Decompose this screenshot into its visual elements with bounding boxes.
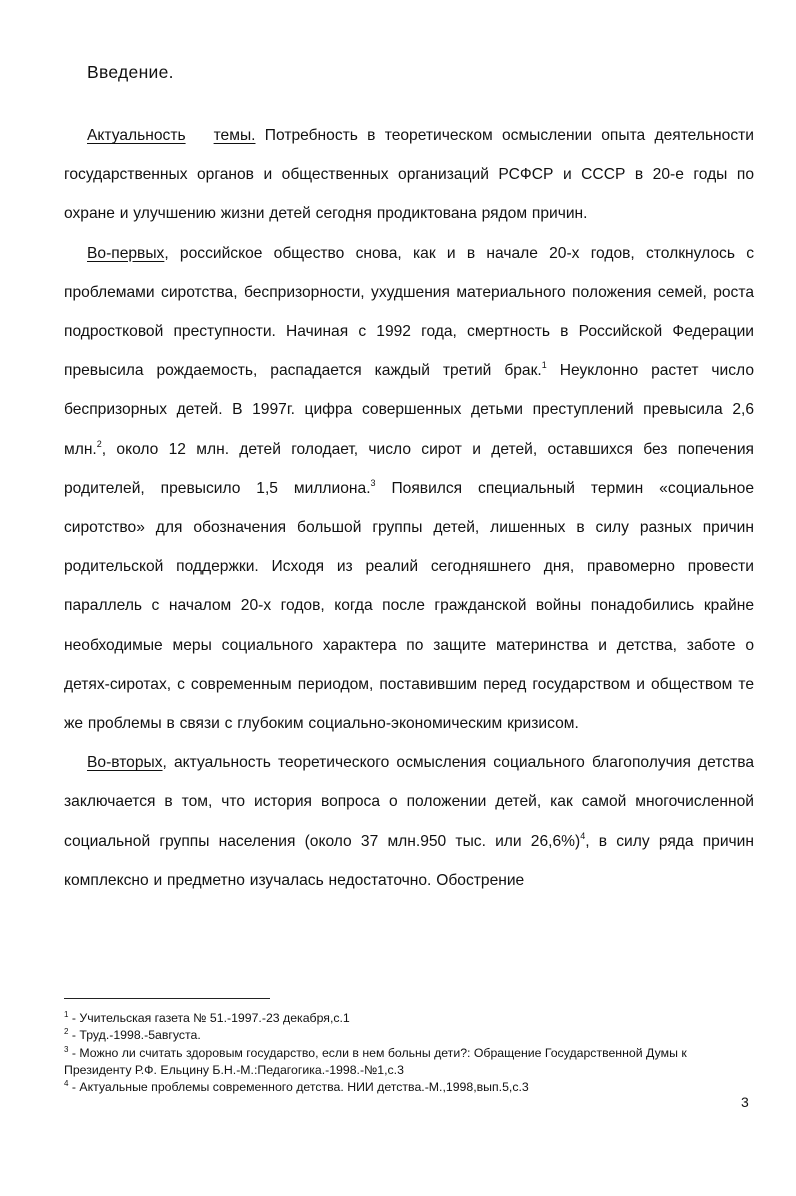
section-heading: Введение. bbox=[87, 62, 174, 82]
footnote-ref: 3 bbox=[370, 477, 376, 488]
paragraph-text: Потребность в теоретическом осмыслении опыта деятельности государственных органов и общественных организаций РСФСР и СССР в 20-е годы по охране и улучшению жизни детей сегодня продиктована рядом причин. bbox=[64, 127, 754, 223]
footnote bbox=[64, 1045, 754, 1080]
paragraph-text: , в силу ряда причин комплексно и предметно изучалась недостаточно. Обострение bbox=[64, 832, 754, 889]
paragraph-secondly bbox=[64, 743, 754, 900]
paragraph-text: Неуклонно растет число беспризорных детей. В 1997г. цифра совершенных детьми преступлений превысила 2,6 млн. bbox=[64, 362, 754, 458]
body-text bbox=[64, 116, 754, 900]
footnote bbox=[64, 1027, 754, 1044]
paragraph-lead: Во-первых bbox=[87, 244, 165, 262]
relevance-label-word1: Актуальность bbox=[87, 127, 186, 144]
footnote-text: - Учительская газета № 51.-1997.-23 декабря,с.1 bbox=[68, 1011, 350, 1025]
relevance-label-word2: темы. bbox=[213, 127, 256, 144]
paragraph-text: Появился специальный термин «социальное сиротство» для обозначения большой группы детей, лишенных в силу разных причин родительской поддержки. Исходя из реалий сегодняшнего дня, правомерно провести параллель с началом 20-х годов, когда после гражданской войны понадобились крайне необходимые меры социального характера по защите материнства и детства, заботе о детях-сиротах, с современным периодом, поставившим перед государством и обществом те же проблемы в связи с глубоким социально-экономическим кризисом. bbox=[64, 479, 754, 733]
footnote-text: - Труд.-1998.-5августа. bbox=[68, 1028, 201, 1043]
footnote-text: - Можно ли считать здоровым государство, если в нем больны дети?: Обращение Государственной Думы к Президенту Р.Ф. Ельцину Б.Н.-М.:Педагогика.-1998.-№1,с.3 bbox=[64, 1045, 687, 1077]
footnote-number: 4 bbox=[64, 1079, 69, 1089]
footnote-divider bbox=[64, 998, 270, 999]
paragraph-text: , около 12 млн. детей голодает, число сирот и детей, оставшихся без попечения родителей, превысило 1,5 миллиона. bbox=[64, 440, 754, 497]
footnote-number: 3 bbox=[64, 1044, 69, 1054]
footnote-number: 2 bbox=[64, 1027, 69, 1037]
paragraph-relevance bbox=[64, 116, 754, 234]
footnote-ref: 1 bbox=[541, 360, 547, 371]
footnote-ref: 2 bbox=[96, 438, 102, 449]
footnote-text: - Актуальные проблемы современного детства. НИИ детства.-М.,1998,вып.5,с.3 bbox=[68, 1080, 529, 1095]
paragraph-text: , актуальность теоретического осмысления социального благополучия детства заключается в том, что история вопроса о положении детей, как самой многочисленной социальной группы населения (около 37 млн.950 тыс. или 26,6%) bbox=[64, 754, 754, 850]
page-number: 3 bbox=[741, 1094, 749, 1110]
paragraph-lead: Во-вторых bbox=[87, 754, 163, 772]
paragraph-text: , российское общество снова, как и в начале 20-х годов, столкнулось с проблемами сиротства, беспризорности, ухудшения материального положения семей, роста подростковой преступности. Начиная с 1992 года, смертность в Российской Федерации превысила рождаемость, распадается каждый третий брак. bbox=[64, 244, 754, 380]
paragraph-firstly bbox=[64, 234, 754, 744]
footnote-number: 1 bbox=[64, 1010, 69, 1019]
footnote bbox=[64, 1010, 754, 1027]
footnotes bbox=[64, 1010, 754, 1096]
footnote-ref: 4 bbox=[580, 830, 586, 841]
footnote bbox=[64, 1079, 754, 1096]
